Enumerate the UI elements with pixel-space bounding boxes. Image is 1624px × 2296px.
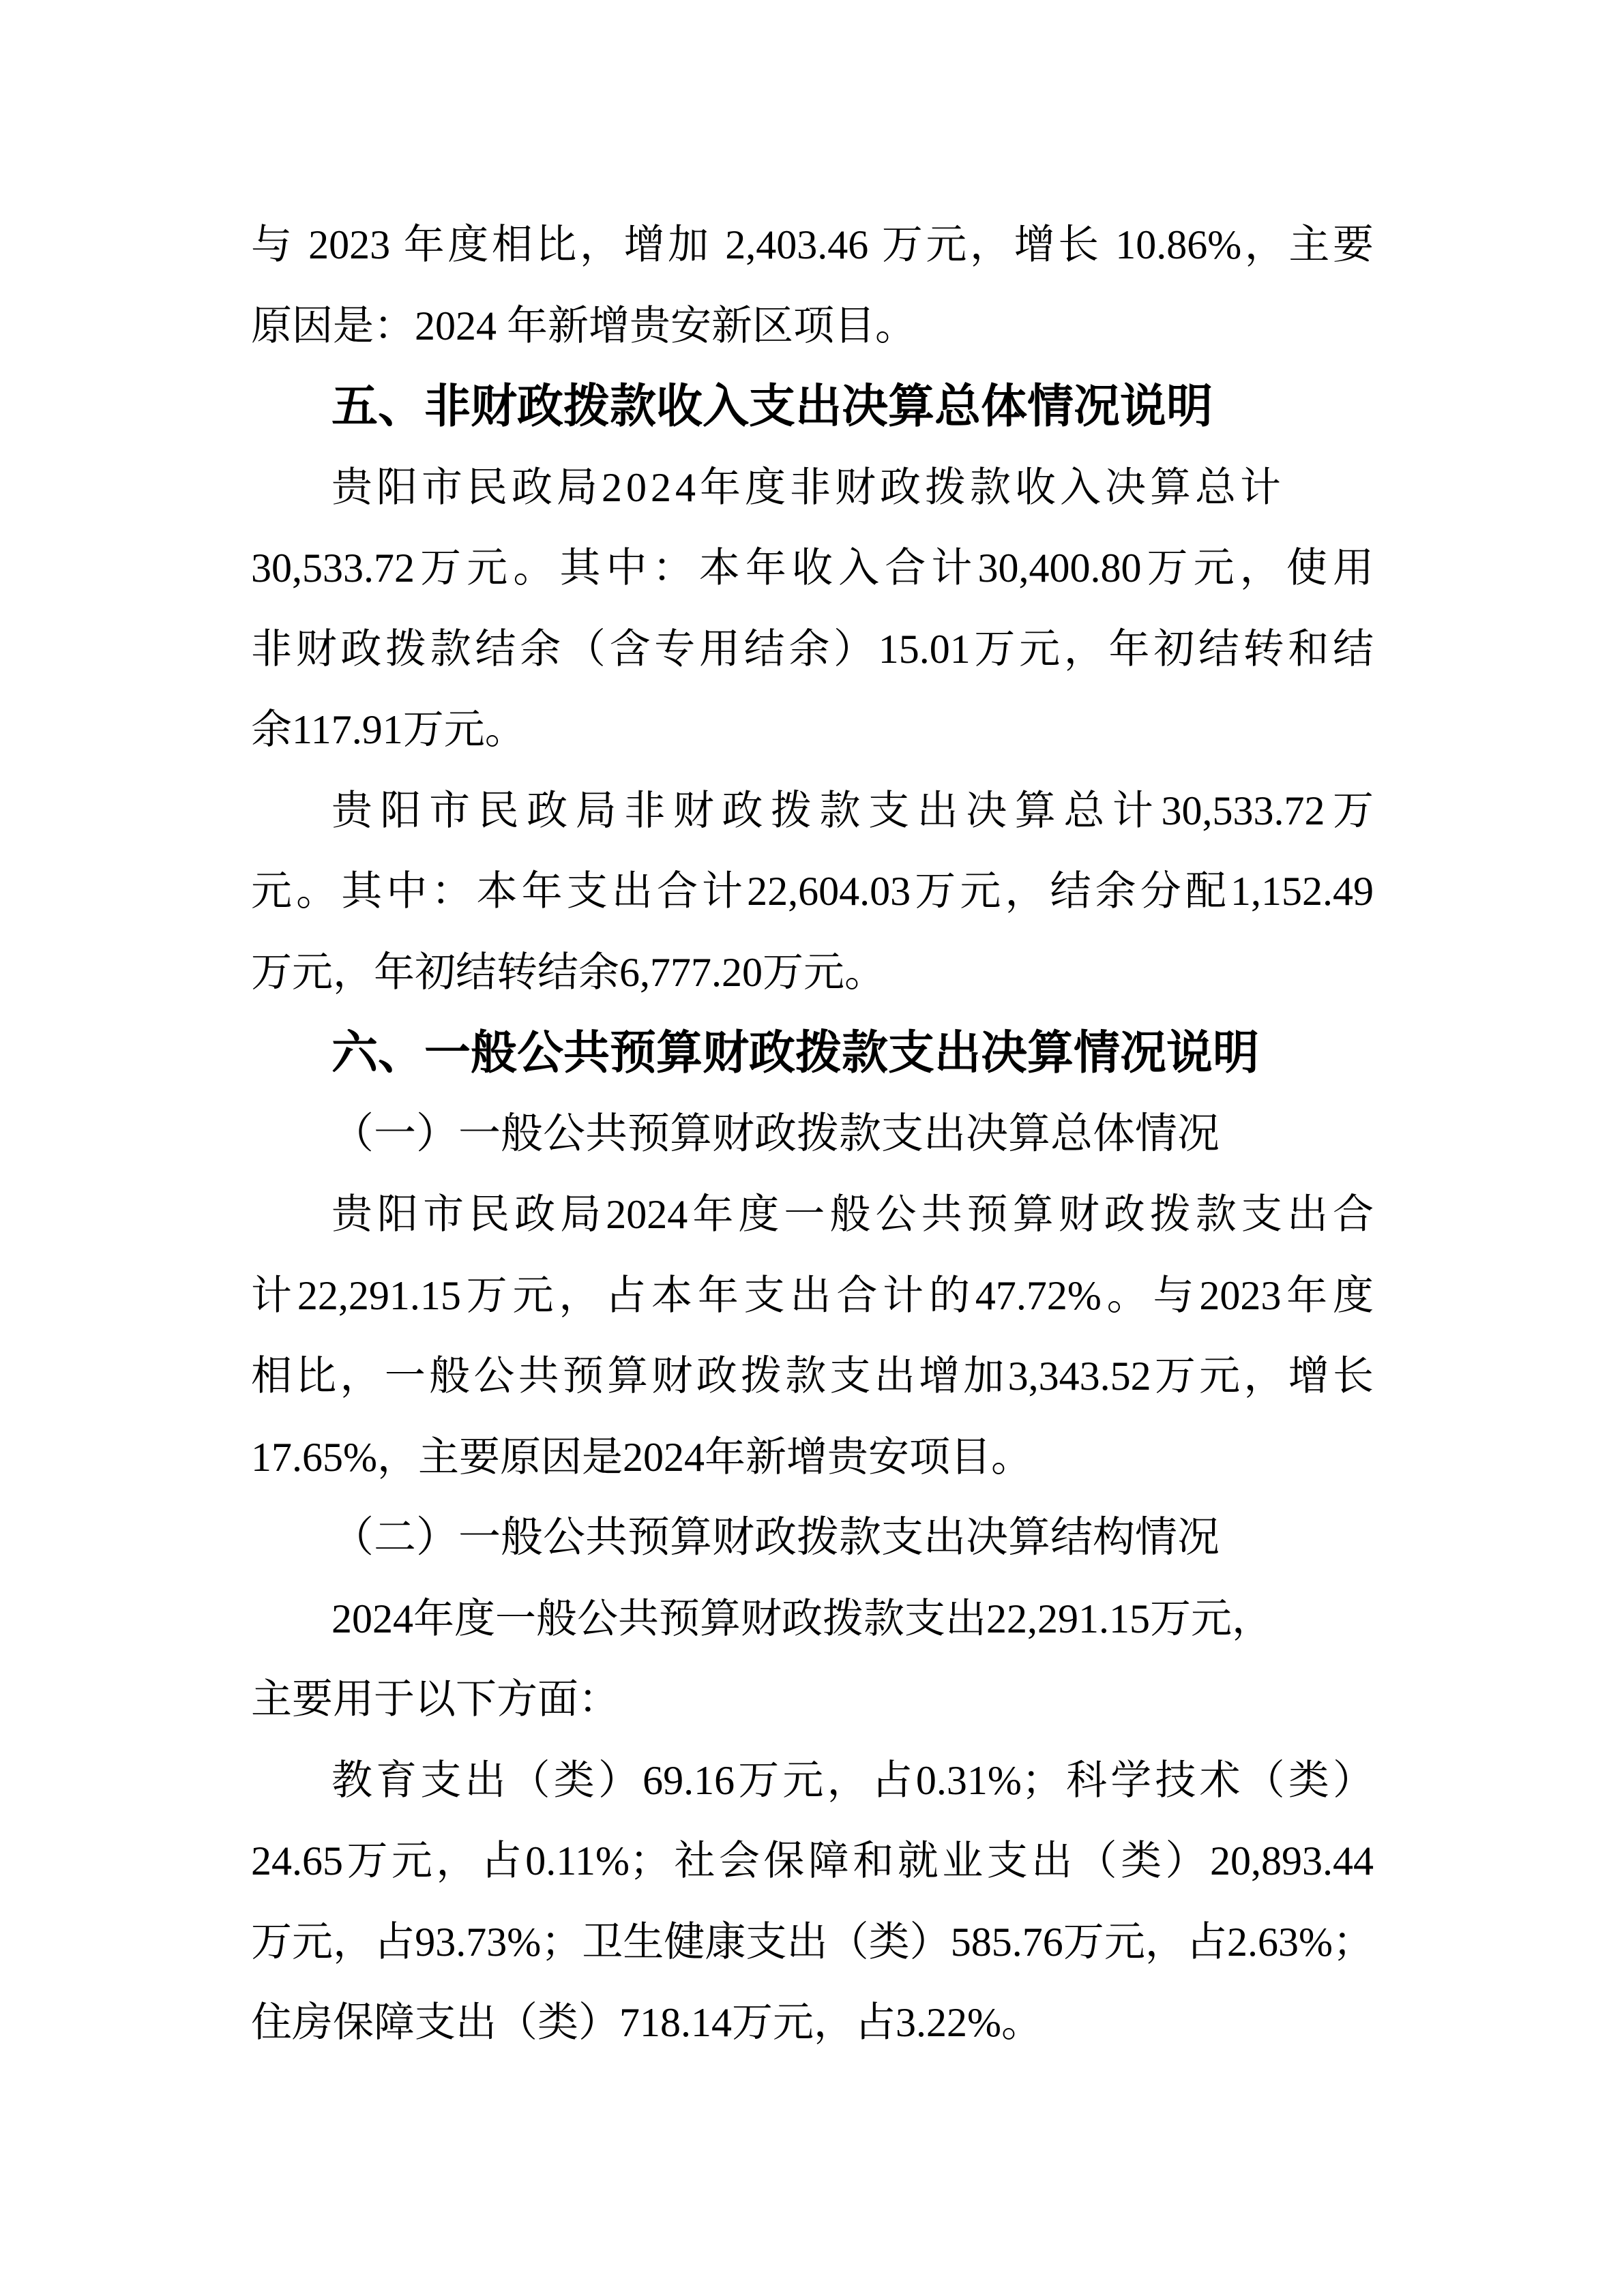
section-heading-line: （二）一般公共预算财政拨款支出决算结构情况	[331, 1515, 1220, 1561]
body-text-line: 非财政拨款结余（含专用结余）15.01万元，年初结转和结	[251, 626, 1374, 672]
body-text-line: 计22,291.15万元，占本年支出合计的47.72%。与2023年度	[251, 1272, 1374, 1318]
body-text-line: 原因是：2024 年新增贵安新区项目。	[251, 303, 916, 348]
section-heading-line: 六、一般公共预算财政拨款支出决算情况说明	[331, 1027, 1260, 1079]
body-text-line: 万元，占93.73%；卫生健康支出（类）585.76万元，占2.63%；	[251, 1919, 1374, 1965]
body-text-line: 贵阳市民政局2024年度一般公共预算财政拨款支出合	[331, 1192, 1374, 1237]
document-text-block	[251, 205, 1374, 2063]
body-text-line: 与 2023 年度相比，增加 2,403.46 万元，增长 10.86%，主要	[251, 222, 1374, 267]
section-heading-line: 五、非财政拨款收入支出决算总体情况说明	[331, 381, 1213, 432]
body-text-line: 住房保障支出（类）718.14万元，占3.22%。	[251, 2000, 1042, 2045]
body-text-line: 30,533.72万元。其中：本年收入合计30,400.80万元，使用	[251, 546, 1374, 591]
body-text-line: 主要用于以下方面：	[251, 1677, 619, 1722]
body-text-line: 教育支出（类）69.16万元，占0.31%；科学技术（类）	[331, 1757, 1374, 1803]
body-text-line: 余117.91万元。	[251, 707, 526, 752]
body-text-line: 17.65%，主要原因是2024年新增贵安项目。	[251, 1434, 1032, 1480]
body-text-line: 2024年度一般公共预算财政拨款支出22,291.15万元，	[331, 1596, 1273, 1641]
body-text-line: 元。其中：本年支出合计22,604.03万元，结余分配1,152.49	[251, 869, 1374, 914]
body-text-line: 24.65万元，占0.11%；社会保障和就业支出（类）20,893.44	[251, 1838, 1374, 1883]
body-text-line: 贵阳市民政局非财政拨款支出决算总计30,533.72万	[331, 788, 1374, 833]
body-text-line: 贵阳市民政局2024年度非财政拨款收入决算总计	[331, 464, 1285, 510]
body-text-line: 相比，一般公共预算财政拨款支出增加3,343.52万元，增长	[251, 1354, 1374, 1399]
section-heading-line: （一）一般公共预算财政拨款支出决算总体情况	[331, 1110, 1220, 1157]
body-text-line: 万元，年初结转结余6,777.20万元。	[251, 949, 885, 995]
